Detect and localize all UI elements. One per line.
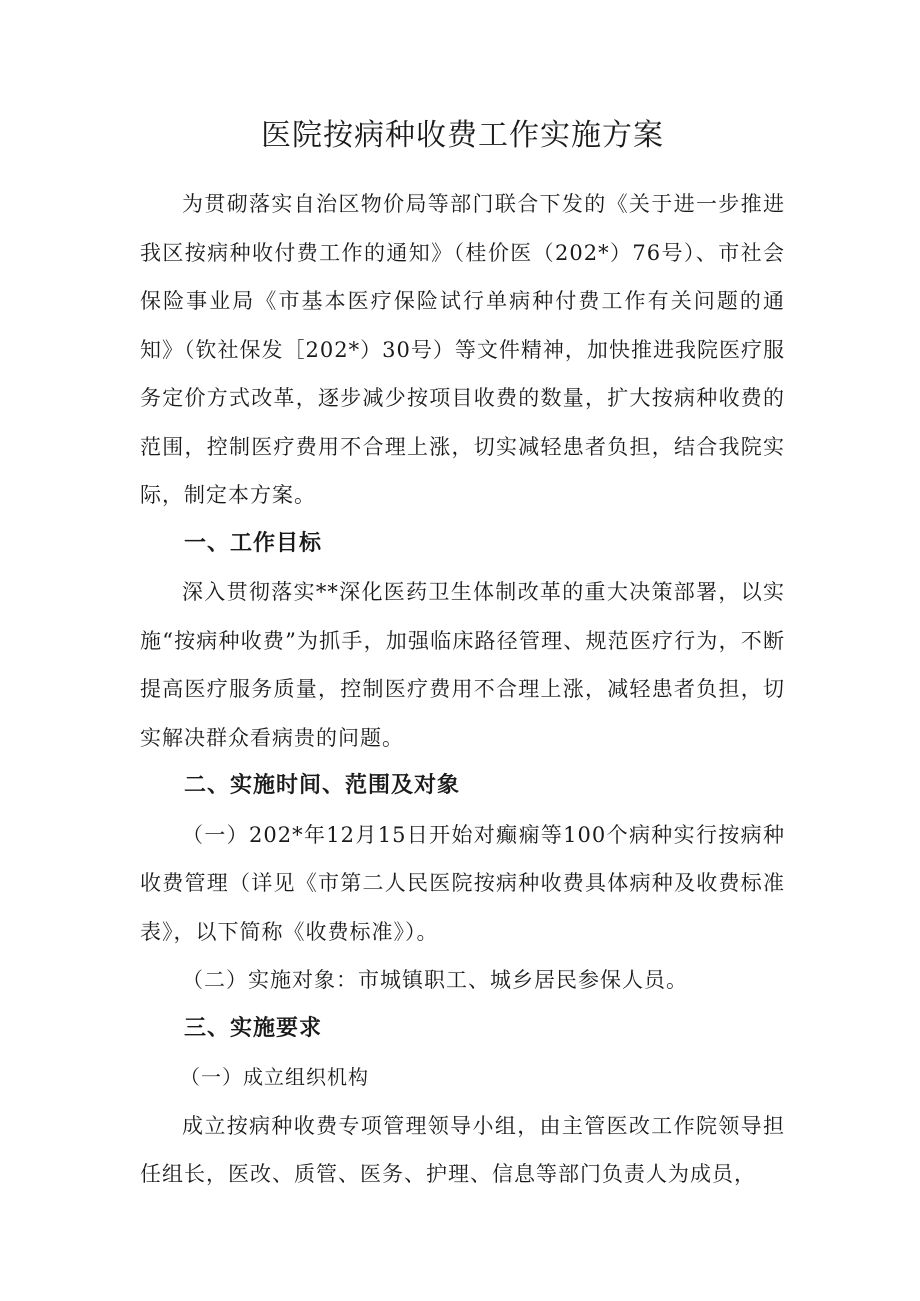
- intro-paragraph: 为贯砌落实自治区物价局等部门联合下发的《关于进一步推进我区按病种收付费工作的通知》（桂价医（202*）76号）、市社会保险事业局《市基本医疗保险试行单病种付费工作有关问题的通知》（钦社保发［202*）30号）等文件精神，加快推进我院医疗服务定价方式改革，逐步减少按项目收费的数量，扩大按病种收费的范围，控制医疗费用不合理上涨，切实减轻患者负担，结合我院实际，制定本方案。: [140, 192, 785, 507]
- section-heading-goals: 一、工作目标: [184, 530, 323, 556]
- section-heading-requirements: 三、实施要求: [184, 1015, 323, 1041]
- document-body: [140, 112, 785, 1199]
- goals-paragraph: 深入贯彻落实**深化医药卫生体制改革的重大决策部署，以实施“按病种收费”为抓手，加强临床路径管理、规范医疗行为，不断提高医疗服务质量，控制医疗费用不合理上涨，减轻患者负担，切实解决群众看病贵的问题。: [140, 580, 785, 750]
- requirements-subheading: （一）成立组织机构: [180, 1065, 369, 1089]
- requirements-paragraph: 成立按病种收费专项管理领导小组，由主管医改工作院领导担任组长，医改、质管、医务、护理、信息等部门负责人为成员，: [140, 1113, 785, 1186]
- scope-paragraph-time: （一）202*年12月15日开始对癫痫等100个病种实行按病种收费管理（详见《市第二人民医院按病种收费具体病种及收费标准表》，以下简称《收费标准》）。: [140, 822, 785, 944]
- section-heading-scope: 二、实施时间、范围及对象: [184, 773, 461, 798]
- document-title: 医院按病种收费工作实施方案: [261, 118, 664, 153]
- scope-paragraph-target: （二）实施对象：市城镇职工、城乡居民参保人员。: [182, 968, 688, 992]
